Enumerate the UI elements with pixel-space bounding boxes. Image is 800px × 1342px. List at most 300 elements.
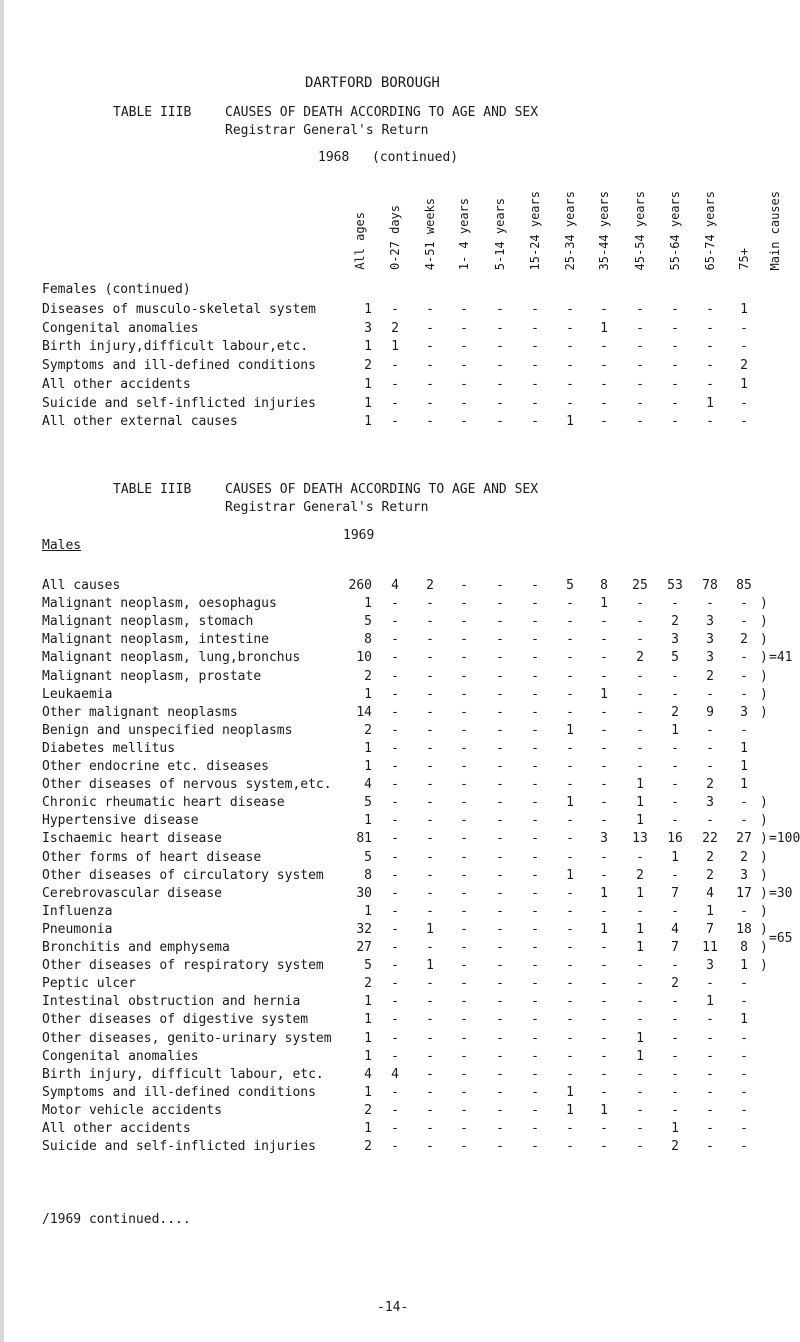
- table-cell: 2: [671, 614, 679, 630]
- table-cell: 2: [706, 849, 714, 865]
- table-cell: 1: [364, 395, 372, 411]
- table-cell: 8: [600, 578, 608, 593]
- group-total: =41: [769, 650, 793, 666]
- group-bracket: ): [760, 686, 768, 702]
- table-cell: -: [566, 302, 574, 317]
- table-cell: -: [460, 759, 468, 774]
- table-cell: -: [636, 1139, 644, 1155]
- table-cell: 1: [600, 921, 608, 937]
- table-cell: 7: [706, 921, 714, 937]
- table-cell: -: [426, 668, 434, 684]
- table-cell: -: [426, 1084, 434, 1100]
- table-cell: -: [740, 1048, 748, 1064]
- row-label: Chronic rheumatic heart disease: [42, 795, 285, 811]
- table-cell: -: [566, 632, 574, 648]
- row-label: Other diseases of circulatory system: [42, 867, 324, 883]
- table-cell: 4: [671, 921, 679, 937]
- table-cell: -: [636, 759, 644, 774]
- table-cell: -: [706, 759, 714, 774]
- table-cell: -: [671, 1030, 679, 1046]
- table-cell: 2: [706, 668, 714, 684]
- table-cell: -: [671, 958, 679, 974]
- table-cell: 1: [671, 722, 679, 738]
- table-cell: -: [600, 1084, 608, 1100]
- table-cell: -: [460, 704, 468, 720]
- table-cell: -: [496, 759, 504, 774]
- table-cell: -: [391, 740, 399, 756]
- table-cell: -: [600, 302, 608, 317]
- table-cell: -: [496, 903, 504, 919]
- table-cell: -: [460, 596, 468, 612]
- table-cell: -: [496, 813, 504, 829]
- table-cell: 2: [364, 722, 372, 738]
- table-cell: -: [600, 849, 608, 865]
- table-cell: -: [496, 994, 504, 1010]
- table-cell: -: [496, 976, 504, 992]
- table-cell: -: [531, 320, 539, 336]
- table-cell: 3: [706, 632, 714, 648]
- table-cell: -: [600, 940, 608, 955]
- table-cell: -: [566, 903, 574, 919]
- table-cell: -: [496, 940, 504, 955]
- table-cell: -: [740, 395, 748, 411]
- table-cell: -: [600, 777, 608, 793]
- table-cell: -: [496, 1066, 504, 1082]
- row-label: Other endocrine etc. diseases: [42, 759, 269, 774]
- table-cell: -: [391, 867, 399, 883]
- table-cell: -: [740, 795, 748, 811]
- table-cell: 1: [740, 777, 748, 793]
- table-cell: 1: [364, 759, 372, 774]
- table-cell: -: [426, 813, 434, 829]
- row-label: Other forms of heart disease: [42, 849, 262, 865]
- table-cell: -: [391, 795, 399, 811]
- table-cell: -: [740, 1121, 748, 1136]
- table-cell: -: [426, 849, 434, 865]
- table-cell: 1: [636, 795, 644, 811]
- table-cell: -: [706, 722, 714, 738]
- column-header: 45-54 years: [633, 190, 647, 270]
- table-cell: -: [566, 1012, 574, 1028]
- table-cell: -: [496, 578, 504, 593]
- table-cell: -: [566, 940, 574, 955]
- table-cell: -: [706, 813, 714, 829]
- table-cell: 1: [600, 686, 608, 702]
- table-cell: -: [426, 395, 434, 411]
- table-cell: -: [600, 632, 608, 648]
- females-heading: Females (continued): [42, 282, 191, 297]
- table-cell: -: [426, 376, 434, 392]
- table-cell: -: [600, 376, 608, 392]
- column-header: 1- 4 years: [457, 197, 471, 270]
- table-cell: -: [740, 976, 748, 992]
- table-cell: 260: [348, 578, 372, 593]
- row-label: Congenital anomalies: [42, 320, 199, 336]
- table-cell: -: [460, 358, 468, 374]
- table-cell: -: [426, 885, 434, 901]
- table-cell: -: [706, 596, 714, 612]
- table-cell: -: [426, 614, 434, 630]
- row-label: Birth injury,difficult labour,etc.: [42, 339, 309, 355]
- table-cell: -: [531, 339, 539, 355]
- table-cell: 9: [706, 704, 714, 720]
- table-cell: -: [740, 668, 748, 684]
- table-cell: -: [460, 1066, 468, 1082]
- row-label: Cerebrovascular disease: [42, 885, 223, 901]
- table-cell: 5: [566, 578, 574, 593]
- column-header: 0-27 days: [388, 204, 402, 270]
- table-cell: -: [496, 376, 504, 392]
- table-cell: -: [391, 759, 399, 774]
- table-cell: -: [671, 1012, 679, 1028]
- table-cell: -: [391, 414, 399, 430]
- table-cell: -: [740, 1102, 748, 1118]
- table-cell: -: [460, 994, 468, 1010]
- table1-continued: (continued): [372, 150, 459, 165]
- table-cell: -: [671, 1102, 679, 1118]
- table-cell: -: [460, 1030, 468, 1046]
- table-cell: 2: [364, 976, 372, 992]
- table-cell: -: [460, 849, 468, 865]
- table-cell: 1: [566, 1084, 574, 1100]
- table-cell: 2: [426, 578, 434, 593]
- table-cell: -: [391, 614, 399, 630]
- table-cell: -: [671, 302, 679, 317]
- column-header: 35-44 years: [597, 190, 611, 270]
- table-cell: -: [531, 831, 539, 847]
- table-cell: 32: [356, 921, 372, 937]
- table-cell: -: [460, 1139, 468, 1155]
- table-cell: -: [496, 867, 504, 883]
- table-cell: 1: [706, 994, 714, 1010]
- row-label: Pneumonia: [42, 921, 113, 937]
- table-cell: -: [566, 849, 574, 865]
- table-cell: -: [426, 722, 434, 738]
- table-cell: 1: [636, 1048, 644, 1064]
- table-cell: -: [740, 1139, 748, 1155]
- table1-subtitle: Registrar General's Return: [225, 123, 429, 138]
- table-cell: -: [636, 1102, 644, 1118]
- row-label: Influenza: [42, 903, 113, 919]
- table-cell: -: [426, 686, 434, 702]
- table-cell: -: [671, 759, 679, 774]
- table-cell: 4: [391, 578, 399, 593]
- table-cell: -: [531, 885, 539, 901]
- table-cell: 1: [566, 414, 574, 430]
- table-cell: 1: [426, 921, 434, 937]
- table-cell: -: [531, 578, 539, 593]
- table-cell: -: [531, 813, 539, 829]
- table-cell: -: [671, 903, 679, 919]
- table-cell: -: [636, 1121, 644, 1136]
- table-cell: -: [600, 759, 608, 774]
- group-bracket: ): [760, 885, 768, 901]
- table-cell: -: [706, 320, 714, 336]
- table-cell: -: [531, 704, 539, 720]
- table-cell: -: [600, 740, 608, 756]
- table-cell: -: [391, 903, 399, 919]
- table-cell: -: [740, 614, 748, 630]
- table-cell: -: [566, 958, 574, 974]
- column-header: Main causes: [768, 190, 782, 270]
- page-edge: [0, 0, 4, 1342]
- table-cell: -: [531, 1139, 539, 1155]
- table-cell: -: [531, 994, 539, 1010]
- table-cell: -: [706, 976, 714, 992]
- table-cell: -: [671, 668, 679, 684]
- table-cell: -: [600, 1139, 608, 1155]
- table-cell: -: [426, 940, 434, 955]
- table-cell: -: [460, 1048, 468, 1064]
- table-cell: -: [426, 994, 434, 1010]
- table-cell: -: [706, 1066, 714, 1082]
- group-total: =65: [769, 930, 793, 946]
- table-cell: -: [531, 1030, 539, 1046]
- table-cell: -: [636, 976, 644, 992]
- table-cell: 11: [702, 940, 718, 955]
- table-cell: -: [531, 632, 539, 648]
- table-cell: -: [460, 958, 468, 974]
- table-cell: -: [426, 339, 434, 355]
- table-cell: -: [636, 358, 644, 374]
- table-cell: -: [671, 358, 679, 374]
- table-cell: 1: [566, 722, 574, 738]
- table-cell: 27: [736, 831, 752, 847]
- table-cell: 1: [600, 320, 608, 336]
- column-header: 75+: [737, 248, 751, 270]
- table-cell: 1: [364, 596, 372, 612]
- table-cell: -: [391, 358, 399, 374]
- table-cell: 2: [636, 650, 644, 666]
- column-header: 4-51 weeks: [423, 197, 437, 270]
- table2-subtitle: Registrar General's Return: [225, 500, 429, 515]
- table-cell: -: [636, 320, 644, 336]
- table-cell: -: [531, 1102, 539, 1118]
- table-cell: 2: [671, 1139, 679, 1155]
- table-cell: 1: [636, 777, 644, 793]
- table1-title: CAUSES OF DEATH ACCORDING TO AGE AND SEX: [225, 105, 539, 120]
- table-cell: -: [706, 1048, 714, 1064]
- table-cell: -: [460, 578, 468, 593]
- table-cell: -: [496, 958, 504, 974]
- table-cell: 1: [364, 686, 372, 702]
- table-cell: -: [426, 414, 434, 430]
- table-cell: -: [566, 1121, 574, 1136]
- table-cell: -: [460, 831, 468, 847]
- table-cell: -: [600, 668, 608, 684]
- row-label: Diabetes mellitus: [42, 740, 176, 756]
- table-cell: -: [460, 376, 468, 392]
- table-cell: -: [636, 376, 644, 392]
- table-cell: -: [531, 903, 539, 919]
- table-cell: -: [636, 994, 644, 1010]
- table-cell: -: [636, 740, 644, 756]
- table-cell: -: [391, 668, 399, 684]
- table-cell: -: [496, 885, 504, 901]
- row-label: Suicide and self-inflicted injuries: [42, 1139, 316, 1155]
- table-cell: 1: [671, 849, 679, 865]
- table-cell: -: [496, 1084, 504, 1100]
- table-cell: 16: [667, 831, 683, 847]
- table-cell: -: [391, 1121, 399, 1136]
- table-cell: -: [391, 596, 399, 612]
- row-label: Congenital anomalies: [42, 1048, 199, 1064]
- table-cell: 1: [740, 740, 748, 756]
- table-cell: -: [566, 1139, 574, 1155]
- table-cell: -: [426, 650, 434, 666]
- table-cell: -: [740, 1030, 748, 1046]
- row-label: Other diseases, genito-urinary system: [42, 1030, 332, 1046]
- column-header: 5-14 years: [493, 197, 507, 270]
- table-cell: -: [740, 1066, 748, 1082]
- table-cell: -: [391, 1012, 399, 1028]
- row-label: Symptoms and ill-defined conditions: [42, 358, 316, 374]
- table-cell: -: [496, 358, 504, 374]
- table-cell: -: [426, 867, 434, 883]
- table-cell: -: [671, 994, 679, 1010]
- table-cell: -: [740, 903, 748, 919]
- row-label: Symptoms and ill-defined conditions: [42, 1084, 316, 1100]
- column-header: 65-74 years: [703, 190, 717, 270]
- row-label: Diseases of musculo-skeletal system: [42, 302, 316, 317]
- table-cell: -: [671, 414, 679, 430]
- table-cell: -: [566, 885, 574, 901]
- table-cell: 1: [636, 1030, 644, 1046]
- group-bracket: ): [760, 849, 768, 865]
- table-cell: -: [740, 686, 748, 702]
- table-cell: -: [426, 831, 434, 847]
- row-label: Malignant neoplasm, lung,bronchus: [42, 650, 301, 666]
- row-label: Malignant neoplasm, oesophagus: [42, 596, 277, 612]
- table-cell: -: [566, 614, 574, 630]
- table-cell: -: [531, 614, 539, 630]
- table-cell: -: [426, 320, 434, 336]
- table-cell: 1: [636, 940, 644, 955]
- table-cell: -: [460, 686, 468, 702]
- table-cell: 1: [364, 903, 372, 919]
- table-cell: -: [531, 795, 539, 811]
- table-cell: -: [600, 976, 608, 992]
- table-cell: 4: [364, 777, 372, 793]
- table-cell: -: [566, 921, 574, 937]
- table2-title: CAUSES OF DEATH ACCORDING TO AGE AND SEX: [225, 482, 539, 497]
- table-cell: -: [496, 1012, 504, 1028]
- group-bracket: ): [760, 867, 768, 883]
- table-cell: 3: [740, 867, 748, 883]
- table-cell: -: [600, 867, 608, 883]
- table-cell: 7: [671, 885, 679, 901]
- table-cell: 1: [364, 994, 372, 1010]
- table-cell: -: [671, 813, 679, 829]
- table-cell: -: [566, 320, 574, 336]
- table-cell: 3: [671, 632, 679, 648]
- table-cell: -: [496, 632, 504, 648]
- table-cell: 2: [391, 320, 399, 336]
- borough-title: DARTFORD BOROUGH: [305, 75, 440, 91]
- table-cell: -: [531, 650, 539, 666]
- table-cell: -: [671, 1048, 679, 1064]
- table-cell: -: [636, 1066, 644, 1082]
- table-cell: -: [566, 813, 574, 829]
- table-cell: 4: [391, 1066, 399, 1082]
- table-cell: 1: [364, 1048, 372, 1064]
- table-cell: -: [600, 795, 608, 811]
- table-cell: -: [460, 1121, 468, 1136]
- table-cell: -: [496, 414, 504, 430]
- table-cell: -: [600, 358, 608, 374]
- table-cell: 1: [364, 1084, 372, 1100]
- table-cell: 1: [364, 302, 372, 317]
- table-cell: -: [636, 903, 644, 919]
- table-cell: -: [496, 596, 504, 612]
- table-cell: 53: [667, 578, 683, 593]
- table-cell: -: [496, 722, 504, 738]
- table-cell: -: [531, 596, 539, 612]
- table-cell: -: [426, 777, 434, 793]
- table-cell: -: [460, 320, 468, 336]
- table-cell: -: [600, 1066, 608, 1082]
- table-cell: -: [531, 740, 539, 756]
- table-cell: -: [566, 740, 574, 756]
- table-cell: 78: [702, 578, 718, 593]
- group-bracket: ): [760, 632, 768, 648]
- table-cell: -: [496, 777, 504, 793]
- table-cell: 2: [706, 867, 714, 883]
- table-cell: -: [740, 722, 748, 738]
- table-cell: 1: [364, 740, 372, 756]
- table-cell: 2: [364, 668, 372, 684]
- table-cell: 3: [740, 704, 748, 720]
- table-cell: 1: [566, 1102, 574, 1118]
- table-cell: -: [496, 704, 504, 720]
- table-cell: -: [706, 376, 714, 392]
- table-cell: 1: [364, 376, 372, 392]
- table-cell: -: [531, 849, 539, 865]
- table-cell: -: [531, 1084, 539, 1100]
- table-cell: -: [671, 395, 679, 411]
- table-cell: -: [566, 994, 574, 1010]
- table-cell: -: [460, 1012, 468, 1028]
- table-cell: 3: [706, 795, 714, 811]
- table-cell: -: [600, 1048, 608, 1064]
- table-cell: -: [671, 339, 679, 355]
- table-cell: -: [566, 1066, 574, 1082]
- table-cell: -: [600, 395, 608, 411]
- table-cell: -: [600, 994, 608, 1010]
- table-cell: -: [740, 1084, 748, 1100]
- table-cell: -: [671, 686, 679, 702]
- table-cell: 8: [740, 940, 748, 955]
- table-cell: 3: [706, 614, 714, 630]
- table-cell: -: [740, 994, 748, 1010]
- table-cell: -: [531, 1066, 539, 1082]
- table-cell: -: [496, 686, 504, 702]
- table-cell: -: [566, 596, 574, 612]
- table-cell: -: [600, 704, 608, 720]
- table-cell: -: [496, 320, 504, 336]
- row-label: Malignant neoplasm, prostate: [42, 668, 262, 684]
- table-cell: -: [600, 1030, 608, 1046]
- table-cell: -: [426, 976, 434, 992]
- table-cell: -: [391, 885, 399, 901]
- table-cell: -: [426, 302, 434, 317]
- table-cell: -: [566, 777, 574, 793]
- table-cell: -: [391, 940, 399, 955]
- table-cell: -: [600, 1121, 608, 1136]
- table-cell: -: [460, 650, 468, 666]
- group-bracket: ): [760, 704, 768, 720]
- table-cell: -: [600, 813, 608, 829]
